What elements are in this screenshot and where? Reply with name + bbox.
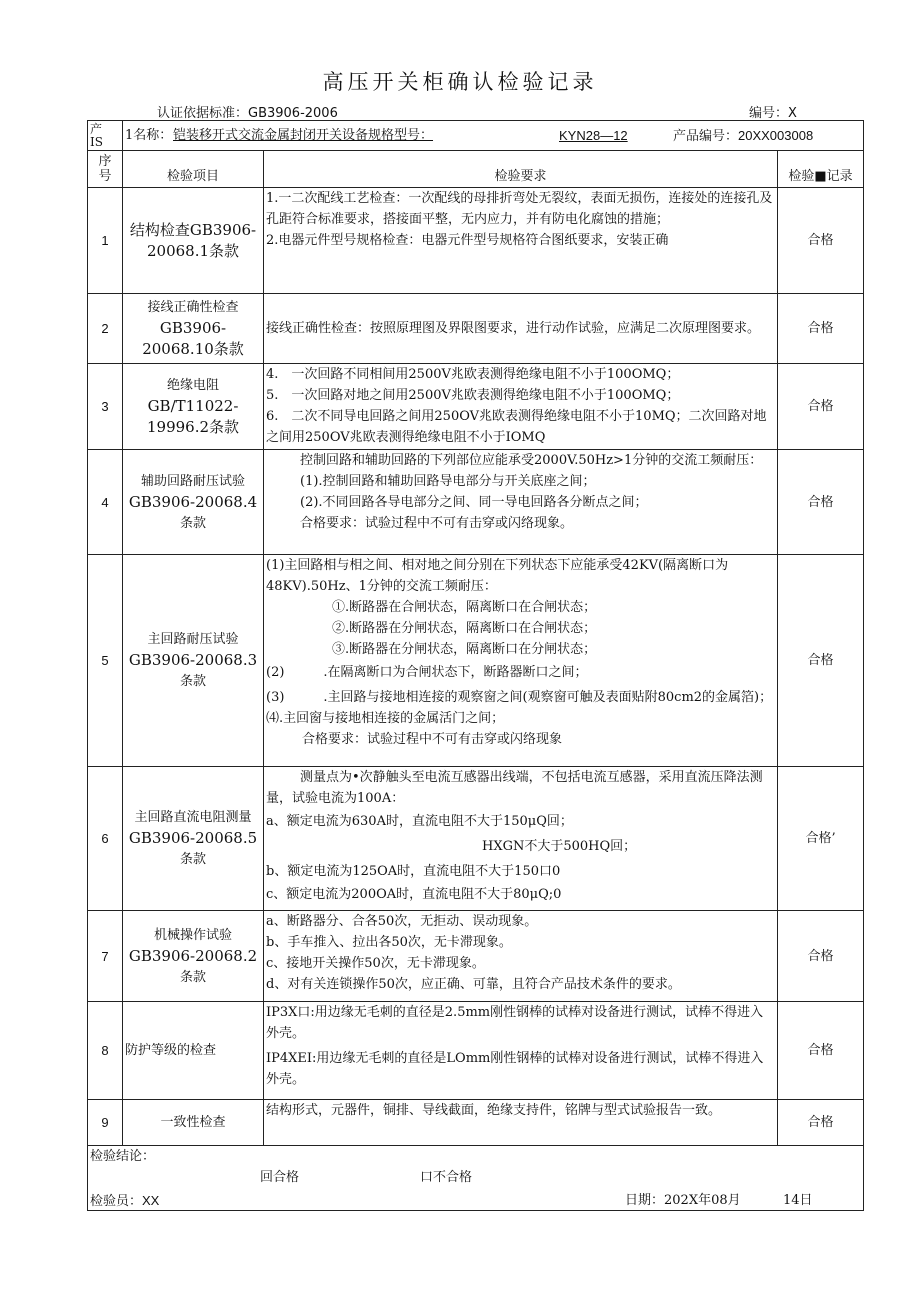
requirement-cell (264, 1002, 778, 1100)
inspection-table (87, 120, 864, 1211)
item-line: 机械操作试验 (153, 927, 232, 943)
requirement-cell (264, 450, 778, 555)
requirement-line: b、额定电流为125OA时，直流电阻不大于150口0 (266, 864, 561, 879)
item-line: 主回路耐压试验 (147, 632, 239, 647)
date-day: 14日 (783, 1193, 813, 1208)
requirement-line: (2).不同回路各导电部分之间、同一导电回路各分断点之间； (300, 495, 648, 510)
product-row (88, 121, 864, 151)
result-cell: 合格 (778, 294, 864, 364)
requirement-line: ①.断路器在合闸状态，隔离断口在合闸状态； (332, 600, 597, 615)
pass-option: 回合格 (260, 1170, 300, 1185)
requirement-cell (264, 188, 778, 294)
fail-option: 口不合格 (420, 1170, 473, 1185)
item-cell (123, 911, 264, 1002)
requirement-cell (264, 555, 778, 767)
requirement-line: d、对有关连锁操作50次，应正确、可靠，且符合产品技术条件的要求。 (266, 977, 681, 992)
requirement-line: 6. 二次不同导电回路之间用250OV兆欧表测得绝缘电阻不小于10MQ；二次回路对地之间用250OV兆欧表测得绝缘电阻不小于IOMQ (266, 409, 767, 445)
row-number: 6 (88, 767, 123, 911)
table-row (88, 364, 864, 450)
requirement-line: 4. 一次回路不同相间用2500V兆欧表测得绝缘电阻不小于100OMQ； (266, 367, 680, 382)
table-row (88, 555, 864, 767)
row-number: 9 (88, 1100, 123, 1146)
requirement-line: 合格要求：试验过程中不可有击穿或闪络现象。 (300, 516, 574, 531)
product-code: 产品编号：20XX003008 (673, 128, 814, 143)
item-line: 辅助回路耐压试验 (140, 473, 245, 489)
requirement-line: ⑷.主回窗与接地相连接的金属活门之间； (266, 711, 505, 726)
result-cell: 合格 (778, 1002, 864, 1100)
date-label: 日期：202X年08月 (625, 1193, 741, 1208)
page-title: 高压开关柜确认检验记录 (322, 70, 598, 94)
item-line: 19996.2条款 (146, 418, 240, 436)
item-line: GB3906-20068.3 (128, 651, 258, 669)
requirement-cell (264, 767, 778, 911)
item-line: 接线正确性检查 (147, 300, 239, 315)
item-cell (123, 364, 264, 450)
row-number: 1 (88, 188, 123, 294)
row-number: 3 (88, 364, 123, 450)
product-info (123, 121, 864, 151)
requirement-line: IP4XEI:用边缘无毛刺的直径是LOmm刚性钢棒的试棒对设备进行测试，试棒不得进入外壳。 (266, 1051, 764, 1087)
item-line: GB3906-20068.2 (128, 946, 258, 965)
result-cell: 合格’ (778, 767, 864, 911)
product-name-value: 铠装移开式交流金属封闭开关设备规格型号： (173, 128, 434, 143)
item-line: 结构检查GB3906- (129, 220, 257, 239)
requirement-line: 控制回路和辅助回路的下列部位应能承受2000V.50Hz>1分钟的交流工频耐压： (300, 453, 763, 468)
item-cell (123, 1100, 264, 1146)
result-cell: 合格 (778, 911, 864, 1002)
header-record: 检验■记录 (778, 151, 864, 188)
requirement-line: IP3X口:用边缘无毛刺的直径是2.5mm刚性钢棒的试棒对设备进行测试，试棒不得进入外壳。 (266, 1005, 764, 1041)
requirement-cell (264, 294, 778, 364)
conclusion-row (88, 1146, 864, 1211)
conclusion-cell (88, 1146, 864, 1211)
requirement-line: 结构形式，元器件，铜排、导线截面，绝缘支持件，铭牌与型式试验报告一致。 (266, 1103, 722, 1118)
item-line: GB3906- (159, 319, 227, 337)
item-line: 绝缘电阻 (166, 378, 219, 393)
item-cell (123, 1002, 264, 1100)
row-number: 4 (88, 450, 123, 555)
row-number: 7 (88, 911, 123, 1002)
requirement-cell (264, 364, 778, 450)
result-cell: 合格 (778, 450, 864, 555)
item-line: 20068.10条款 (142, 340, 244, 358)
product-name-label: 1名称： (125, 128, 173, 143)
header-requirement: 检验要求 (264, 151, 778, 188)
row-number: 5 (88, 555, 123, 767)
item-cell (123, 555, 264, 767)
header-item: 检验项目 (123, 151, 264, 188)
inspector: 检验员：XX (90, 1193, 160, 1208)
table-row (88, 450, 864, 555)
requirement-line: (1)主回路相与相之间、相对地之间分别在下列状态下应能承受42KV(隔离断口为48KV).50Hz、1分钟的交流工频耐压： (266, 558, 729, 594)
requirement-line: 测量点为•次静触头至电流互感器出线端，不包括电流互感器，采用直流压降法测量，试验电流为100A： (266, 770, 763, 806)
requirement-line: 合格要求：试验过程中不可有击穿或闪络现象 (302, 732, 563, 747)
item-line: 条款 (179, 969, 206, 985)
table-row (88, 188, 864, 294)
table-row (88, 294, 864, 364)
item-cell (123, 767, 264, 911)
result-cell: 合格 (778, 188, 864, 294)
item-line: 条款 (179, 674, 206, 689)
standard-basis: 认证依据标准：GB3906-2006 (157, 106, 338, 121)
item-line: 一致性检查 (160, 1115, 226, 1130)
requirement-line: c、接地开关操作50次，无卡滞现象。 (266, 956, 485, 971)
product-model: KYN28—12 (559, 128, 628, 143)
requirement-line: ②.断路器在分闸状态，隔离断口在合闸状态； (332, 621, 597, 636)
product-side-label: 产 IS (88, 121, 123, 151)
serial-number: 编号：X (749, 106, 797, 121)
header-no: 序 号 (88, 151, 123, 188)
requirement-line: (2) .在隔离断口为合闸状态下，断路器断口之间； (266, 665, 588, 680)
item-cell (123, 188, 264, 294)
conclusion-label: 检验结论： (90, 1149, 156, 1164)
table-row (88, 1100, 864, 1146)
item-line: 20068.1条款 (146, 241, 240, 260)
requirement-line: (1).控制回路和辅助回路导电部分与开关底座之间； (300, 474, 596, 489)
row-number: 2 (88, 294, 123, 364)
requirement-line: b、手车推入、拉出各50次，无卡滞现象。 (266, 935, 512, 950)
requirement-line: 1.一二次配线工艺检查：一次配线的母排折弯处无裂纹，表面无损伤，连接处的连接孔及孔距符合标准要求，搭接面平整，无内应力，并有防电化腐蚀的措施； (266, 191, 773, 227)
requirement-line: 5. 一次回路对地之间用2500V兆欧表测得绝缘电阻不小于100OMQ； (266, 388, 680, 403)
requirement-cell (264, 911, 778, 1002)
requirement-line: 2.电器元件型号规格检查：电器元件型号规格符合图纸要求，安装正确 (266, 233, 669, 248)
table-row (88, 1002, 864, 1100)
row-number: 8 (88, 1002, 123, 1100)
item-line: GB/T11022- (147, 397, 239, 415)
requirement-line: (3) .主回路与接地相连接的观察窗之间(观察窗可触及表面贴附80cm2的金属箔)； (266, 690, 773, 705)
requirement-line: a、额定电流为630A时，直流电阻不大于150μQ回； (266, 814, 573, 829)
item-line: GB3906-20068.4 (128, 492, 258, 511)
header-row (88, 151, 864, 188)
item-line: 防护等级的检查 (125, 1043, 217, 1058)
requirement-line: 接线正确性检查：按照原理图及界限图要求，进行动作试验，应满足二次原理图要求。 (266, 321, 761, 336)
requirement-line: ③.断路器在分闸状态，隔离断口在分闸状态； (332, 642, 597, 657)
result-cell: 合格 (778, 1100, 864, 1146)
item-line: 条款 (179, 515, 206, 531)
result-cell: 合格 (778, 555, 864, 767)
table-row (88, 767, 864, 911)
item-line: GB3906-20068.5 (128, 829, 258, 847)
requirement-line: HXGN不大于500HQ回； (482, 839, 637, 854)
table-row (88, 911, 864, 1002)
result-cell: 合格 (778, 364, 864, 450)
item-line: 主回路直流电阻测量 (134, 810, 252, 825)
item-line: 条款 (179, 852, 206, 867)
requirement-cell (264, 1100, 778, 1146)
requirement-line: a、断路器分、合各50次，无拒动、误动现象。 (266, 914, 538, 929)
requirement-line: c、额定电流为200OA时，直流电阻不大于80μQ;0 (266, 887, 562, 902)
item-cell (123, 450, 264, 555)
item-cell (123, 294, 264, 364)
